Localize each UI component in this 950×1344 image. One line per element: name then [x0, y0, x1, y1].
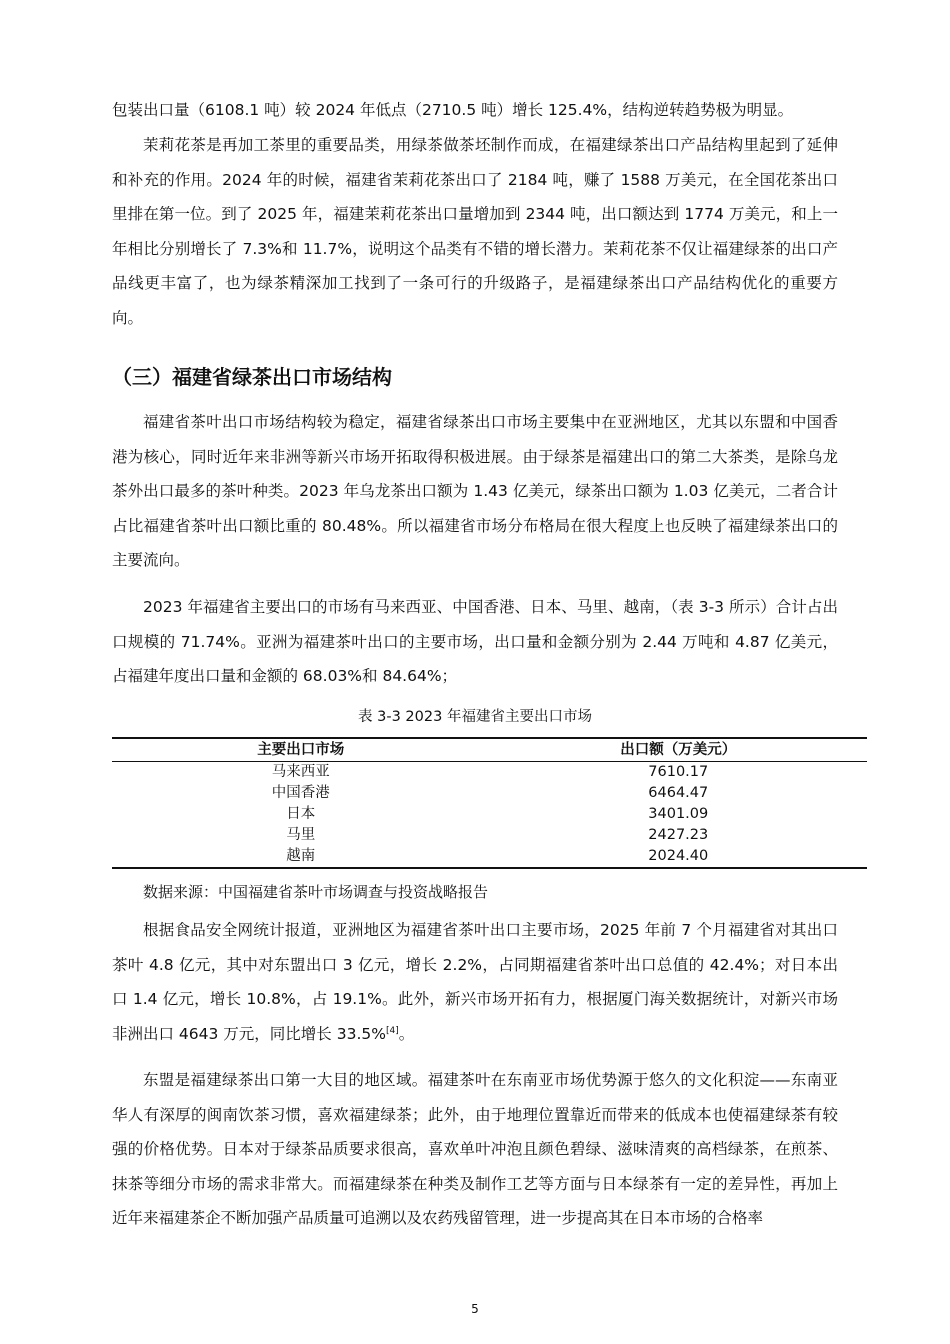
- paragraph-asia-exports-end: 。: [398, 1024, 415, 1043]
- table-row: [112, 825, 867, 846]
- table-row: [112, 762, 867, 784]
- table-row: [112, 783, 867, 804]
- paragraph-jasmine-tea: 茉莉花茶是再加工茶里的重要品类，用绿茶做茶坯制作而成，在福建绿茶出口产品结构里起到了延伸和补充的作用。2024 年的时候，福建省茉莉花茶出口了 2184 吨，赚了 1588 万美元，在全国花茶出口里排在第一位。到了 2025 年，福建茉莉花茶出口量增加到 2344 吨，出口额达到 1774 万美元，和上一年相比分别增长了 7.3%和 11.7%，说明这个品类有不错的增长潜力。茉莉花茶不仅让福建绿茶的出口产品线更丰富了，也为绿茶精深加工找到了一条可行的升级路子，是福建绿茶出口产品结构优化的重要方向。: [112, 136, 838, 327]
- export-market-table: [112, 737, 867, 869]
- paragraph-asia-exports-text: 根据食品安全网统计报道，亚洲地区为福建省茶叶出口主要市场，2025 年前 7 个月福建省对其出口茶叶 4.8 亿元，其中对东盟出口 3 亿元，增长 2.2%，占同期福建省茶叶出口总值的 42.4%；对日本出口 1.4 亿元，增长 10.8%，占 19.1%。此外，新兴市场开拓有力，根据厦门海关数据统计，对新兴市场非洲出口 4643 万元，同比增长 33.5%: [112, 921, 838, 1043]
- value-cell: 7610.17: [648, 764, 709, 780]
- column-header-market: 主要出口市场: [112, 738, 490, 762]
- paragraph-main-markets: 2023 年福建省主要出口的市场有马来西亚、中国香港、日本、马里、越南，（表 3-3 所示）合计占出口规模的 71.74%。亚洲为福建茶叶出口的主要市场，出口量和金额分别为 2.44 万吨和 4.87 亿美元，占福建年度出口量和金额的 68.03%和 84.64%；: [112, 598, 838, 685]
- table-header-row: [112, 738, 867, 762]
- table-row: [112, 804, 867, 825]
- section-heading: （三）福建省绿茶出口市场结构: [112, 365, 392, 389]
- value-cell: 6464.47: [648, 785, 709, 801]
- market-cell: 日本: [286, 806, 316, 822]
- paragraph-intro-continuation: 包装出口量（6108.1 吨）较 2024 年低点（2710.5 吨）增长 125.4%，结构逆转趋势极为明显。: [112, 101, 794, 119]
- market-cell: 中国香港: [271, 785, 330, 801]
- value-cell: 3401.09: [648, 806, 709, 822]
- table-row: [112, 846, 867, 868]
- page-number: 5: [471, 1302, 479, 1316]
- value-cell: 2024.40: [490, 846, 868, 868]
- market-cell: 越南: [112, 846, 490, 868]
- citation-reference[interactable]: [4]: [385, 1025, 399, 1036]
- table-source-note: 数据来源：中国福建省茶叶市场调查与投资战略报告: [143, 883, 489, 901]
- market-cell: 马来西亚: [271, 764, 330, 780]
- paragraph-market-structure: 福建省茶叶出口市场结构较为稳定，福建省绿茶出口市场主要集中在亚洲地区，尤其以东盟和中国香港为核心，同时近年来非洲等新兴市场开拓取得积极进展。由于绿茶是福建出口的第二大茶类，是除乌龙茶外出口最多的茶叶种类。2023 年乌龙茶出口额为 1.43 亿美元，绿茶出口额为 1.03 亿美元，二者合计占比福建省茶叶出口额比重的 80.48%。所以福建省市场分布格局在很大程度上也反映了福建绿茶出口的主要流向。: [112, 413, 838, 569]
- table-caption: 表 3-3 2023 年福建省主要出口市场: [358, 709, 592, 725]
- paragraph-asia-exports: [112, 913, 838, 1051]
- column-header-export-value: 出口额（万美元）: [490, 738, 868, 762]
- paragraph-asean-japan: 东盟是福建绿茶出口第一大目的地区域。福建茶叶在东南亚市场优势源于悠久的文化积淀——东南亚华人有深厚的闽南饮茶习惯，喜欢福建绿茶；此外，由于地理位置靠近而带来的低成本也使福建绿茶有较强的价格优势。日本对于绿茶品质要求很高，喜欢单叶冲泡且颜色碧绿、滋味清爽的高档绿茶，在煎茶、抹茶等细分市场的需求非常大。而福建绿茶在种类及制作工艺等方面与日本绿茶有一定的差异性，再加上近年来福建茶企不断加强产品质量可追溯以及农药残留管理，进一步提高其在日本市场的合格率: [112, 1071, 838, 1227]
- market-cell: 马里: [286, 827, 316, 843]
- value-cell: 2427.23: [648, 827, 709, 843]
